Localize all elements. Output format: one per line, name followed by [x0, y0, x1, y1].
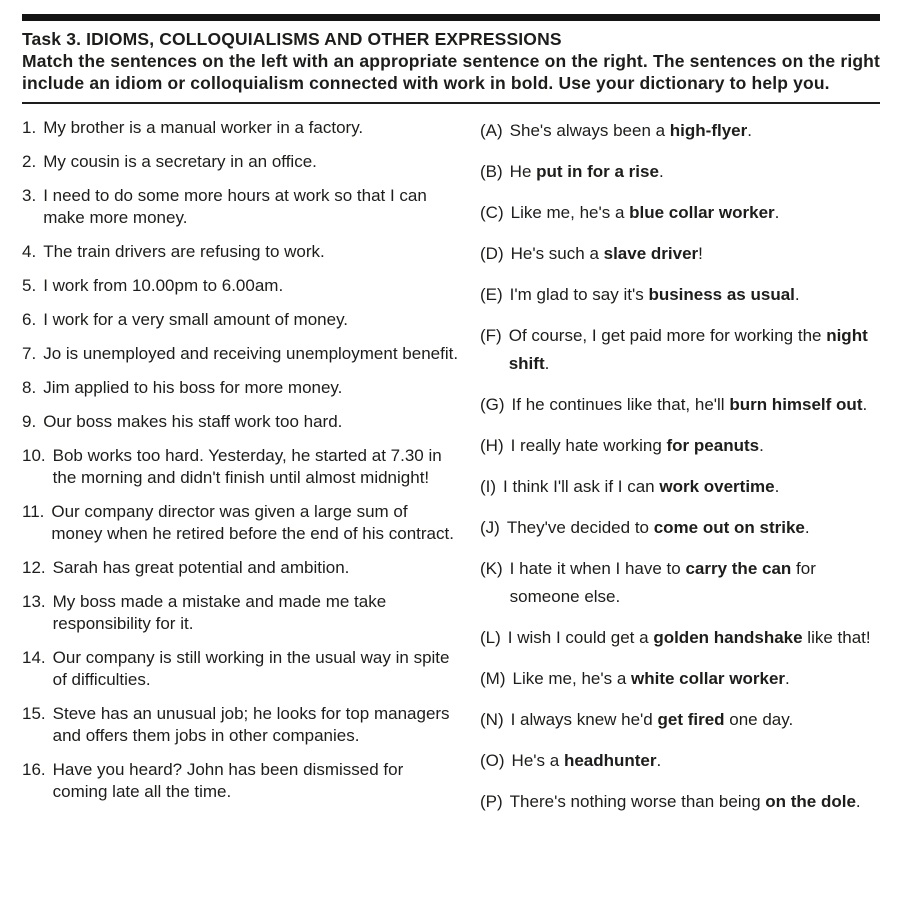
- item-idiom-bold: night shift: [508, 326, 868, 373]
- task-instructions: Match the sentences on the left with an appropriate sentence on the right. The sentences on the right include an idiom or colloquialism connected with work in bold. Use your dictionary to help you.: [22, 51, 880, 93]
- right-sentence-column: [480, 117, 880, 829]
- item-text: Steve has an unusual job; he looks for top managers and offers them jobs in other companies.: [52, 704, 450, 745]
- item-number: 16.: [22, 760, 46, 779]
- item-idiom-bold: white collar worker: [631, 669, 786, 688]
- item-text-pre: Like me, he's a: [510, 203, 630, 222]
- right-sentence-item: [480, 117, 880, 145]
- item-letter-label: (I): [480, 477, 497, 496]
- item-text-pre: He's such a: [510, 244, 604, 263]
- item-text: My boss made a mistake and made me take responsibility for it.: [52, 592, 387, 633]
- left-sentence-item: [22, 591, 462, 635]
- item-text-post: .: [785, 669, 790, 688]
- right-sentence-item: [480, 555, 880, 611]
- item-idiom-bold: blue collar worker: [629, 203, 775, 222]
- item-idiom-bold: get fired: [657, 710, 725, 729]
- item-letter-label: (K): [480, 559, 503, 578]
- item-text: I need to do some more hours at work so that I can make more money.: [43, 186, 427, 227]
- item-text: [511, 199, 880, 227]
- item-number: 10.: [22, 446, 46, 465]
- matching-exercise: [22, 117, 880, 829]
- item-text-post: !: [698, 244, 703, 263]
- item-number: 11.: [22, 502, 45, 521]
- item-text: [510, 117, 880, 145]
- item-text: [507, 514, 880, 542]
- item-text: [512, 391, 880, 419]
- task-title: Task 3. IDIOMS, COLLOQUIALISMS AND OTHER EXPRESSIONS: [22, 29, 562, 49]
- item-text-post: one day.: [724, 710, 794, 729]
- item-number: 9.: [22, 412, 37, 431]
- left-sentence-item: [22, 309, 462, 331]
- item-text: Bob works too hard. Yesterday, he started at 7.30 in the morning and didn't finish until almost midnight!: [52, 446, 442, 487]
- right-sentence-item: [480, 665, 880, 693]
- item-number: 13.: [22, 592, 46, 611]
- item-idiom-bold: come out on strike: [653, 518, 805, 537]
- item-text: Jo is unemployed and receiving unemployment benefit.: [43, 344, 459, 363]
- item-idiom-bold: slave driver: [603, 244, 699, 263]
- item-text: My cousin is a secretary in an office.: [43, 152, 317, 171]
- right-sentence-item: [480, 158, 880, 186]
- item-text: Have you heard? John has been dismissed for coming late all the time.: [52, 760, 404, 801]
- left-sentence-item: [22, 343, 462, 365]
- item-text-post: for someone else.: [509, 559, 816, 606]
- left-sentence-item: [22, 275, 462, 297]
- item-text: [512, 665, 880, 693]
- item-text-pre: If he continues like that, he'll: [511, 395, 730, 414]
- item-text: Jim applied to his boss for more money.: [43, 378, 343, 397]
- item-number: 7.: [22, 344, 37, 363]
- item-number: 6.: [22, 310, 37, 329]
- item-text-post: .: [774, 203, 780, 222]
- item-text-pre: I hate it when I have to: [509, 559, 686, 578]
- item-letter-label: (N): [480, 710, 504, 729]
- item-letter-label: (H): [480, 436, 504, 455]
- item-text-post: .: [794, 285, 800, 304]
- header-rule: [22, 102, 880, 104]
- item-text: [511, 706, 880, 734]
- item-idiom-bold: put in for a rise: [536, 162, 659, 181]
- item-number: 3.: [22, 186, 37, 205]
- item-text-pre: Like me, he's a: [512, 669, 632, 688]
- item-text-pre: I wish I could get a: [507, 628, 654, 647]
- item-number: 2.: [22, 152, 37, 171]
- item-letter-label: (C): [480, 203, 504, 222]
- item-text-pre: I'm glad to say it's: [509, 285, 649, 304]
- item-text-post: .: [544, 354, 550, 373]
- item-idiom-bold: high-flyer: [669, 121, 748, 140]
- item-text: [508, 624, 880, 652]
- left-sentence-item: [22, 647, 462, 691]
- item-number: 4.: [22, 242, 37, 261]
- item-text-pre: He: [509, 162, 537, 181]
- item-number: 12.: [22, 558, 46, 577]
- right-sentence-item: [480, 788, 880, 816]
- item-letter-label: (A): [480, 121, 503, 140]
- right-sentence-item: [480, 240, 880, 268]
- item-number: 1.: [22, 118, 37, 137]
- right-sentence-item: [480, 624, 880, 652]
- right-sentence-item: [480, 747, 880, 775]
- item-idiom-bold: work overtime: [659, 477, 775, 496]
- item-letter-label: (F): [480, 326, 502, 345]
- item-text: Our company director was given a large sum of money when he retired before the end of his contract.: [51, 502, 454, 543]
- item-text: [510, 555, 880, 611]
- item-text-pre: They've decided to: [506, 518, 654, 537]
- right-sentence-item: [480, 199, 880, 227]
- item-letter-label: (D): [480, 244, 504, 263]
- right-sentence-item: [480, 514, 880, 542]
- top-divider-bar: [22, 14, 880, 21]
- item-text-post: .: [855, 792, 861, 811]
- item-text-post: .: [747, 121, 752, 140]
- item-letter-label: (O): [480, 751, 505, 770]
- item-text: [510, 158, 880, 186]
- item-number: 8.: [22, 378, 37, 397]
- item-text-pre: I think I'll ask if I can: [503, 477, 660, 496]
- left-sentence-item: [22, 557, 462, 579]
- item-idiom-bold: carry the can: [685, 559, 792, 578]
- left-sentence-item: [22, 185, 462, 229]
- item-text: [511, 240, 880, 268]
- item-letter-label: (B): [480, 162, 503, 181]
- item-text: [510, 788, 880, 816]
- right-sentence-item: [480, 391, 880, 419]
- item-text: [511, 432, 880, 460]
- left-sentence-item: [22, 501, 462, 545]
- item-text: I work from 10.00pm to 6.00am.: [43, 276, 284, 295]
- left-sentence-column: [22, 117, 462, 829]
- item-idiom-bold: on the dole: [765, 792, 856, 811]
- item-text: Our boss makes his staff work too hard.: [43, 412, 343, 431]
- item-text-post: .: [656, 751, 662, 770]
- left-sentence-item: [22, 445, 462, 489]
- item-text-pre: Of course, I get paid more for working the: [508, 326, 827, 345]
- item-text: The train drivers are refusing to work.: [43, 242, 325, 261]
- right-sentence-item: [480, 281, 880, 309]
- left-sentence-item: [22, 117, 462, 139]
- item-idiom-bold: burn himself out: [729, 395, 863, 414]
- item-number: 15.: [22, 704, 46, 723]
- item-text-pre: I always knew he'd: [510, 710, 658, 729]
- item-text-pre: She's always been a: [509, 121, 670, 140]
- item-text-post: .: [804, 518, 810, 537]
- item-text-pre: I really hate working: [510, 436, 667, 455]
- right-sentence-item: [480, 473, 880, 501]
- item-text: Our company is still working in the usual way in spite of difficulties.: [52, 648, 450, 689]
- item-text-post: .: [862, 395, 868, 414]
- item-idiom-bold: for peanuts: [666, 436, 760, 455]
- task-header: [22, 28, 880, 94]
- right-sentence-item: [480, 706, 880, 734]
- item-text: [510, 281, 880, 309]
- item-text-post: .: [774, 477, 780, 496]
- item-letter-label: (J): [480, 518, 500, 537]
- left-sentence-item: [22, 151, 462, 173]
- item-letter-label: (M): [480, 669, 506, 688]
- item-idiom-bold: business as usual: [648, 285, 795, 304]
- item-number: 14.: [22, 648, 46, 667]
- item-text-pre: He's a: [511, 751, 564, 770]
- left-sentence-item: [22, 377, 462, 399]
- item-text: Sarah has great potential and ambition.: [52, 558, 350, 577]
- item-number: 5.: [22, 276, 37, 295]
- item-text: My brother is a manual worker in a factory.: [43, 118, 364, 137]
- left-sentence-item: [22, 759, 462, 803]
- item-text-post: like that!: [802, 628, 871, 647]
- item-idiom-bold: golden handshake: [653, 628, 803, 647]
- right-sentence-item: [480, 432, 880, 460]
- item-idiom-bold: headhunter: [563, 751, 657, 770]
- item-text: [509, 322, 880, 378]
- left-sentence-item: [22, 411, 462, 433]
- item-text-post: .: [658, 162, 664, 181]
- left-sentence-item: [22, 241, 462, 263]
- item-text-pre: There's nothing worse than being: [509, 792, 766, 811]
- item-letter-label: (L): [480, 628, 501, 647]
- item-text-post: .: [759, 436, 764, 455]
- item-text: I work for a very small amount of money.: [43, 310, 349, 329]
- right-sentence-item: [480, 322, 880, 378]
- item-letter-label: (P): [480, 792, 503, 811]
- left-sentence-item: [22, 703, 462, 747]
- item-text: [512, 747, 880, 775]
- item-letter-label: (G): [480, 395, 505, 414]
- item-letter-label: (E): [480, 285, 503, 304]
- item-text: [503, 473, 880, 501]
